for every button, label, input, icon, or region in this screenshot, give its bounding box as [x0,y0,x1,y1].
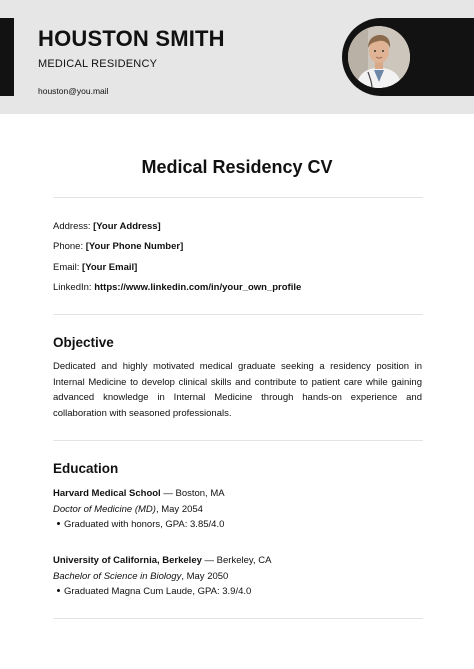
objective-heading: Objective [53,335,114,350]
bullet-icon [57,522,60,525]
contact-email [53,262,137,273]
linkedin-link[interactable]: https://www.linkedin.com/in/your_own_profile [94,282,302,293]
degree-date: , May 2054 [155,504,203,515]
email-value: [Your Email] [82,262,138,273]
education-entry-school [53,555,271,566]
contact-phone [53,241,183,252]
school-name: Harvard Medical School [53,488,161,499]
degree-date: , May 2050 [181,571,229,582]
divider [53,197,423,198]
header-accent-bar [0,18,14,96]
education-heading: Education [53,461,119,476]
contact-linkedin [53,282,301,293]
candidate-subtitle: MEDICAL RESIDENCY [38,58,158,70]
education-entry-degree [53,571,228,582]
divider [53,440,423,441]
email-label: Email: [53,262,80,273]
degree-name: Doctor of Medicine (MD) [53,504,156,515]
degree-name: Bachelor of Science in Biology [53,571,182,582]
divider [53,618,423,619]
linkedin-label: LinkedIn: [53,282,92,293]
bullet-icon [57,589,60,592]
divider [53,314,423,315]
page-title: Medical Residency CV [141,157,333,177]
profile-photo [348,26,410,88]
bullet-text: Graduated with honors, GPA: 3.85/4.0 [64,519,225,530]
phone-value: [Your Phone Number] [85,241,184,252]
education-entry-degree [53,504,203,515]
address-label: Address: [53,221,91,232]
education-entry-bullet [57,586,251,597]
contact-address [53,221,161,232]
objective-text: Dedicated and highly motivated medical graduate seeking a residency position in Internal Medicine to develop clinical skills and contribute to patient care while gaining advanced knowledge in Internal Medicine through hands-on experience and collaboration with seasoned professionals. [53,361,422,419]
candidate-name: HOUSTON SMITH [38,26,225,51]
school-name: University of California, Berkeley [53,555,202,566]
header-email: houston@you.mail [38,86,109,96]
education-entry-bullet [57,519,224,530]
bullet-text: Graduated Magna Cum Laude, GPA: 3.9/4.0 [64,586,252,597]
school-location: — Boston, MA [160,488,225,499]
education-entry-school [53,488,225,499]
address-value: [Your Address] [93,221,161,232]
phone-label: Phone: [53,241,84,252]
school-location: — Berkeley, CA [201,555,272,566]
